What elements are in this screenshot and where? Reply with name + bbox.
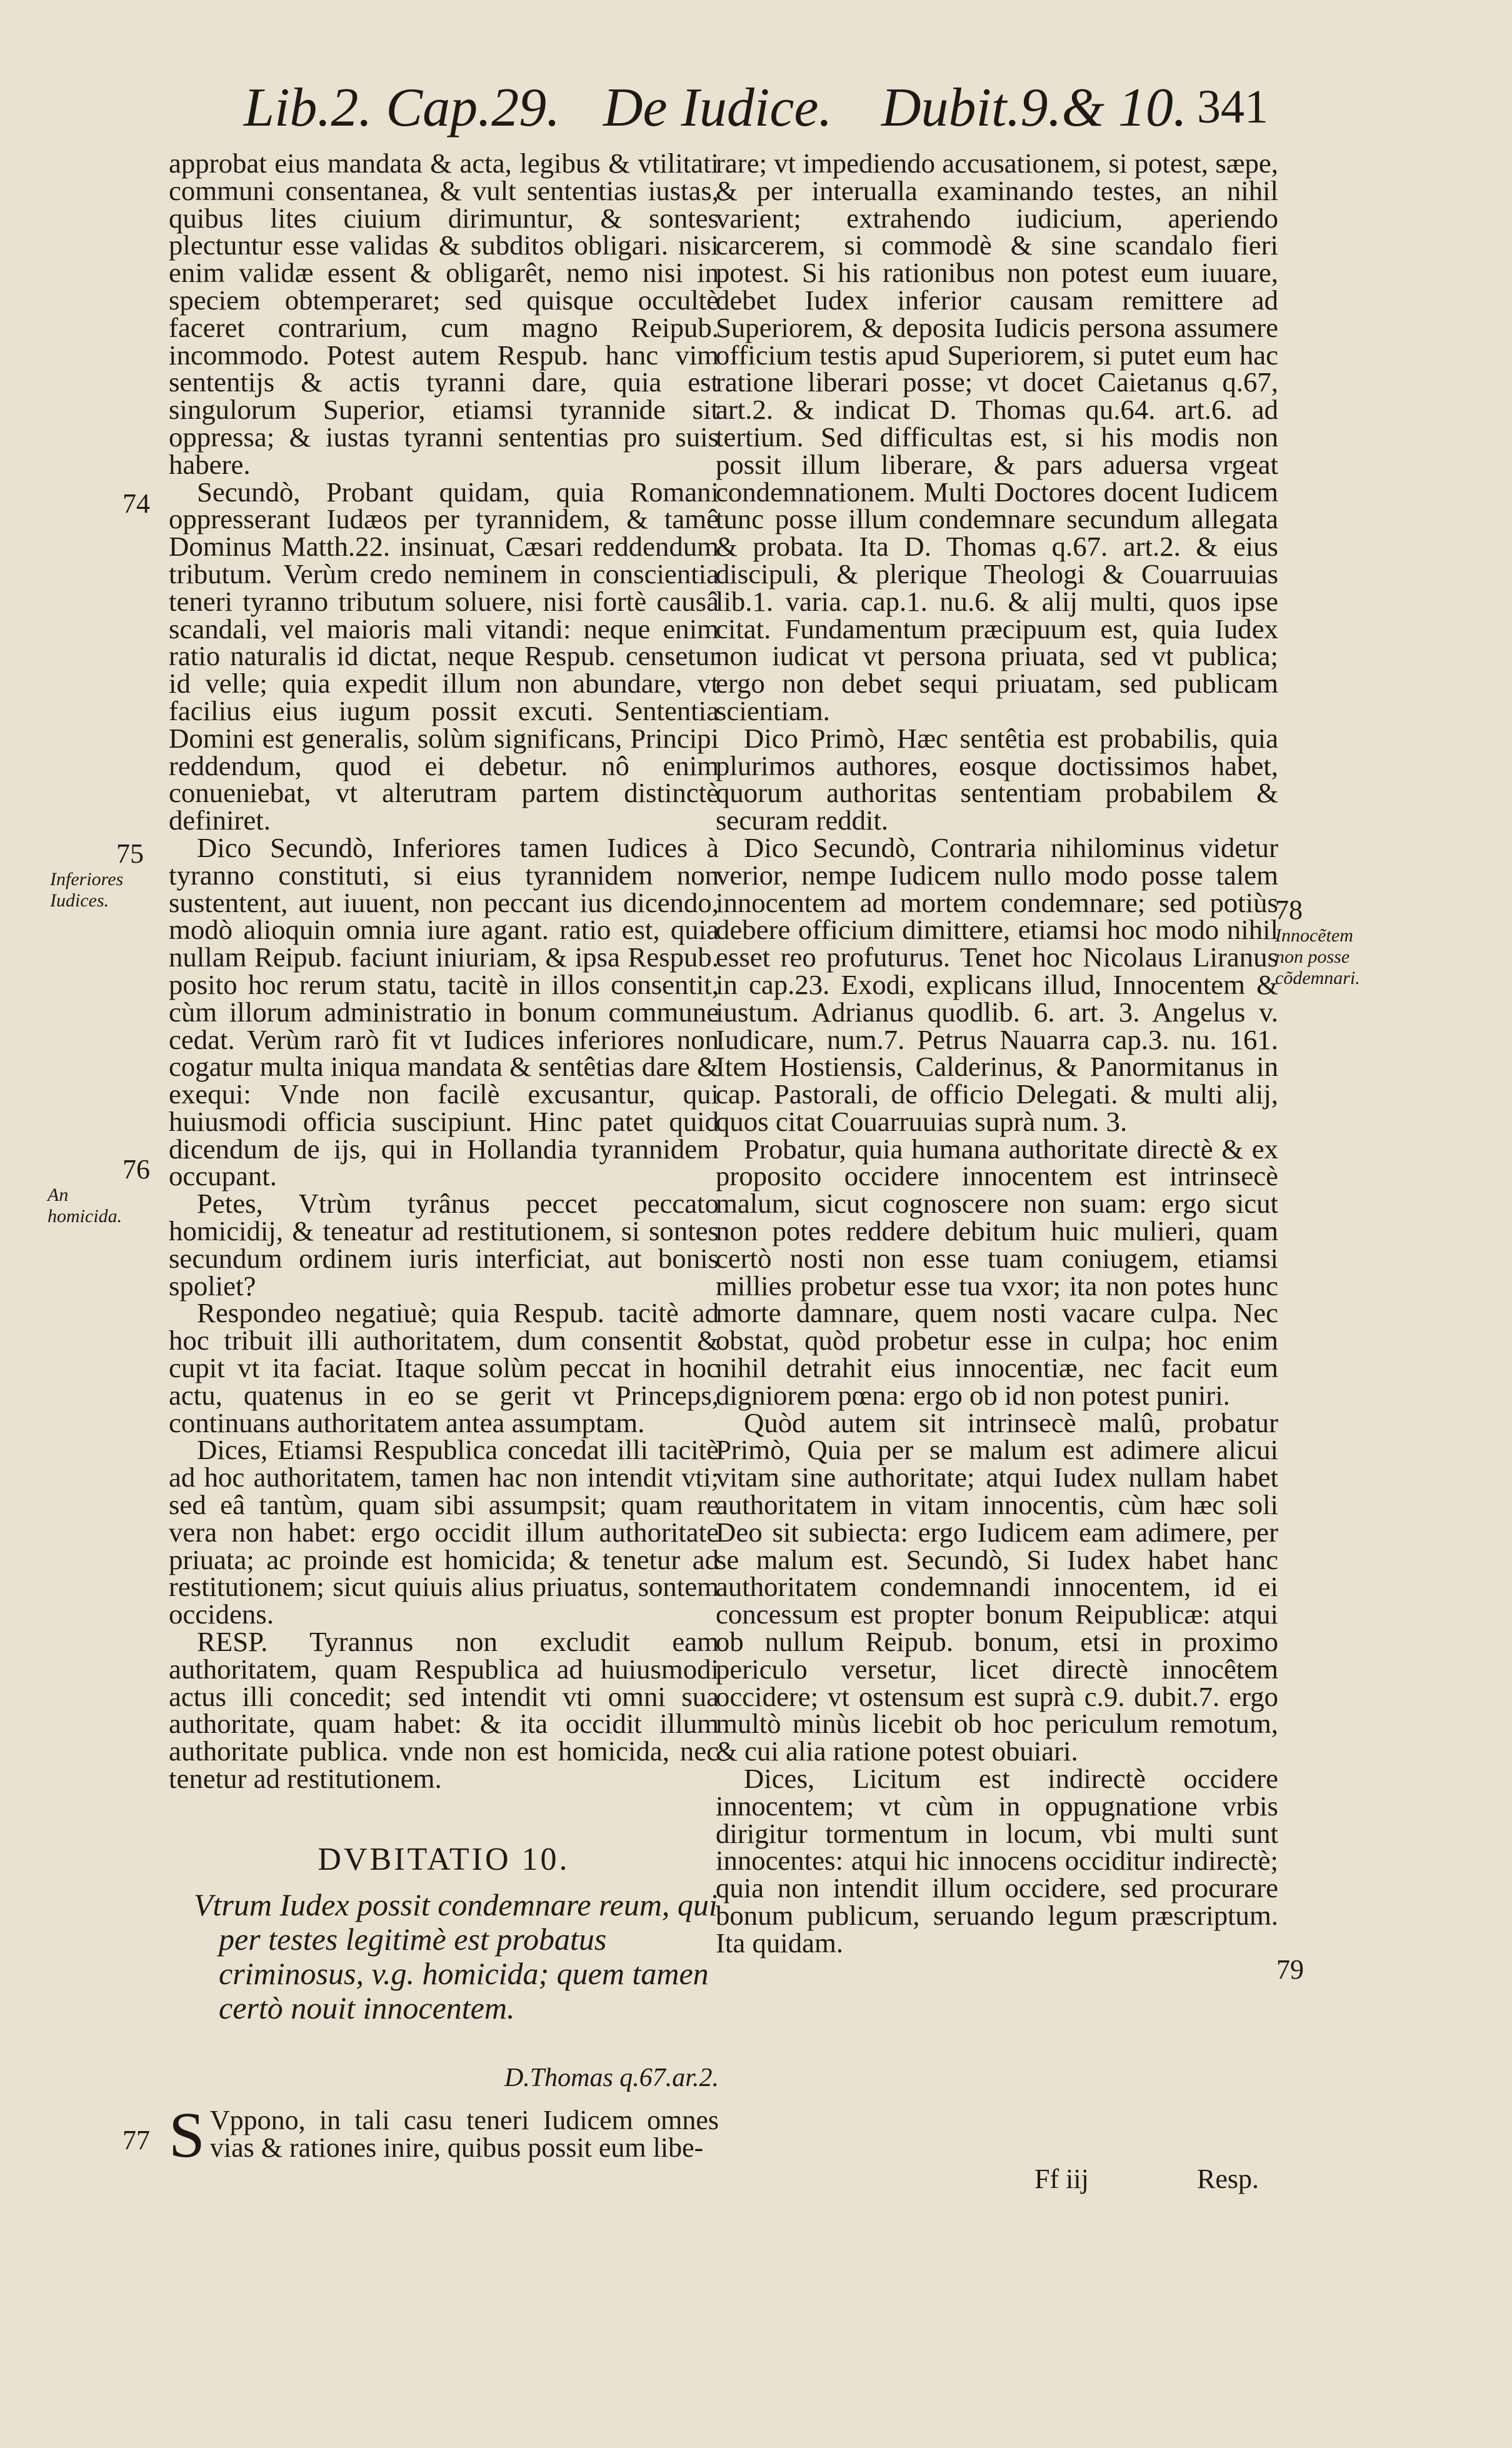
margin-note-an-homicida: An homicida.	[48, 1185, 123, 1227]
paragraph: approbat eius mandata & acta, legibus & vtilitati communi consentanea, & vult sententias iustas, quibus lites ciuium dirimuntur, & sontes plectuntur esse validas & subditos obligari. nisi enim validæ essent & obligarêt, nemo nisi in speciem obtemperaret; sed quisque occultè faceret contrarium, cum magno Reipub. incommodo. Potest autem Respub. hanc vim sententijs & actis tyranni dare, quia est singulorum Superior, etiamsi tyrannide sit oppressa; & iustas tyranni sententias pro suis habere.	[169, 148, 719, 480]
page-number: 341	[1197, 81, 1268, 133]
paragraph: Dices, Licitum est indirectè occidere innocentem; vt cùm in oppugnatione vrbis dirigitur tormentum in locum, vbi multi sunt innocentes: atqui hic innocens occiditur indirectè; quia non intendit illum occidere, sed procurare bonum publicum, seruando legum præscriptum. Ita quidam.	[716, 1763, 1278, 1959]
margin-number-78: 78	[1275, 895, 1303, 925]
margin-number-79: 79	[1276, 1954, 1304, 1985]
running-head-dubitationes: Dubit.9.& 10.	[881, 78, 1187, 138]
dubitatio-reference: D.Thomas q.67.ar.2.	[504, 2064, 719, 2092]
paragraph: Quòd autem sit intrinsecè malû, probatur Primò, Quia per se malum est adimere alicui vitam sine authoritate; atqui Iudex nullam habet authoritatem in vitam innocentis, cùm hæc soli Deo sit subiecta: ergo Iudicem eam adimere, per se malum est. Secundò, Si Iudex habet hanc authoritatem condemnandi innocentem, id ei concessum est propter bonum Reipublicæ: atqui ob nullum Reipub. bonum, etsi in proximo periculo versetur, licet directè innocêtem occidere; vt ostensum est suprà c.9. dubit.7. ergo multò minùs licebit ob hoc periculum remotum, & cui alia ratione potest obuiari.	[716, 1407, 1278, 1767]
margin-number-74: 74	[123, 488, 150, 519]
paragraph: Petes, Vtrùm tyrânus peccet peccato homicidij, & teneatur ad restitutionem, si sontes secundum ordinem iuris interficiat, aut bonis spoliet?	[169, 1188, 719, 1302]
paragraph: Probatur, quia humana authoritate directè & ex proposito occidere innocentem est intrinsecè malum, sicut cognoscere non suam: ergo sicut non potes reddere debitum huic mulieri, quam certò nosti non esse tuam coniugem, etiamsi millies probetur esse tua vxor; ita non potes hunc morte damnare, quem nosti vacare culpa. Nec obstat, quòd probetur esse in culpa; hoc enim nihil detrahit eius innocentiæ, nec facit eum digniorem pœna: ergo ob id non potest puniri.	[716, 1133, 1278, 1411]
dubitatio-heading: DVBITATIO 10.	[318, 1842, 570, 1877]
margin-number-76: 76	[123, 1154, 150, 1185]
left-column	[169, 150, 719, 1793]
signature-mark: Ff iij	[1034, 2164, 1089, 2194]
drop-cap: S	[169, 2099, 205, 2171]
margin-note-inferiores-iudices: Inferiores Iudices.	[50, 869, 124, 911]
dubitatio-question: Vtrum Iudex possit condemnare reum, qui per testes legitimè est probatus criminosus, v.g. homicida; quem tamen certò nouit innocentem.	[194, 1887, 718, 2025]
right-column	[716, 150, 1278, 1957]
margin-number-75: 75	[116, 838, 144, 869]
margin-note-innocentem: Innocẽtem non posse cõdemnari.	[1275, 925, 1360, 988]
catchword: Resp.	[1197, 2164, 1259, 2194]
running-head-book-chapter: Lib.2. Cap.29.	[244, 78, 561, 138]
running-head	[244, 74, 1294, 143]
paragraph: Dico Primò, Hæc sentêtia est probabilis, quia plurimos authores, eosque doctissimos habet, quorum authoritas sententiam probabilem & securam reddit.	[716, 722, 1278, 836]
paragraph: Dices, Etiamsi Respublica concedat illi tacitè ad hoc authoritatem, tamen hac non intendit vti; sed eâ tantùm, quam sibi assumpsit; quam re vera non habet: ergo occidit illum authoritate priuata; ac proinde est homicida; & tenetur ad restitutionem; sicut quiuis alius priuatus, sontem occidens.	[169, 1434, 719, 1630]
opening-text: Vppono, in tali casu teneri Iudicem omnes vias & rationes inire, quibus possit eum libe-	[209, 2105, 719, 2163]
dubitatio-opening	[169, 2099, 719, 2171]
margin-number-77: 77	[123, 2125, 150, 2155]
paragraph: Secundò, Probant quidam, quia Romani oppresserant Iudæos per tyrannidem, & tamê Dominus Matth.22. insinuat, Cæsari reddendum tributum. Verùm credo neminem in conscientia teneri tyranno tributum soluere, nisi fortè causâ scandali, vel maioris mali vitandi: neque enim ratio naturalis id dictat, neque Respub. censetur id velle; quia expedit illum non abundare, vt facilius eius iugum possit excuti. Sententia Domini est generalis, solùm significans, Principi reddendum, quod ei debetur. nô enim conueniebat, vt alterutram partem distinctè definiret.	[169, 476, 719, 836]
paragraph: rare; vt impediendo accusationem, si potest, sæpe, & per interualla examinando testes, an nihil varient; extrahendo iudicium, aperiendo carcerem, si commodè & sine scandalo fieri potest. Si his rationibus non potest eum iuuare, debet Iudex inferior causam remittere ad Superiorem, & deposita Iudicis persona assumere officium testis apud Superiorem, si putet eum hac ratione liberari posse; vt docet Caietanus q.67, art.2. & indicat D. Thomas qu.64. art.6. ad tertium. Sed difficultas est, si his modis non possit illum liberare, & pars aduersa vrgeat condemnationem. Multi Doctores docent Iudicem tunc posse illum condemnare secundum allegata & probata. Ita D. Thomas q.67. art.2. & eius discipuli, & plerique Theologi & Couarruuias lib.1. varia. cap.1. nu.6. & alij multi, quos ipse citat. Fundamentum præcipuum est, quia Iudex non iudicat vt persona priuata, sed vt publica; ergo non debet sequi priuatam, sed publicam scientiam.	[716, 148, 1278, 726]
paragraph: Dico Secundò, Inferiores tamen Iudices à tyranno constituti, si eius tyrannidem non sustentent, aut iuuent, non peccant ius dicendo, modò alioquin omnia iure agant. ratio est, quia nullam Reipub. faciunt iniuriam, & ipsa Respub. posito hoc rerum statu, tacitè in illos consentit, cùm illorum administratio in bonum commune cedat. Verùm rarò fit vt Iudices inferiores non cogatur multa iniqua mandata & sentêtias dare & exequi: Vnde non facilè excusantur, qui huiusmodi officia suscipiunt. Hinc patet quid dicendum de ijs, qui in Hollandia tyrannidem occupant.	[169, 831, 719, 1192]
paragraph: Respondeo negatiuè; quia Respub. tacitè ad hoc tribuit illi authoritatem, dum consentit & cupit vt ita faciat. Itaque solùm peccat in hoc actu, quatenus in eo se gerit vt Princeps, continuans authoritatem antea assumptam.	[169, 1297, 719, 1438]
paragraph: RESP. Tyrannus non excludit eam authoritatem, quam Respublica ad huiusmodi actus illi concedit; sed intendit vti omni sua authoritate, quam habet: & ita occidit illum authoritate publica. vnde non est homicida, nec tenetur ad restitutionem.	[169, 1626, 719, 1795]
paragraph: Dico Secundò, Contraria nihilominus videtur verior, nempe Iudicem nullo modo posse talem innocentem ad mortem condemnare; sed potiùs debere officium dimittere, etiamsi hoc modo nihil esset reo profuturus. Tenet hoc Nicolaus Liranus in cap.23. Exodi, explicans illud, Innocentem & iustum. Adrianus quodlib. 6. art. 3. Angelus v. Iudicare, num.7. Petrus Nauarra cap.3. nu. 161. Item Hostiensis, Calderinus, & Panormitanus in cap. Pastorali, de officio Delegati. & multi alij, quos citat Couarruuias suprà num. 3.	[716, 831, 1278, 1137]
running-head-title: De Iudice.	[603, 78, 833, 138]
